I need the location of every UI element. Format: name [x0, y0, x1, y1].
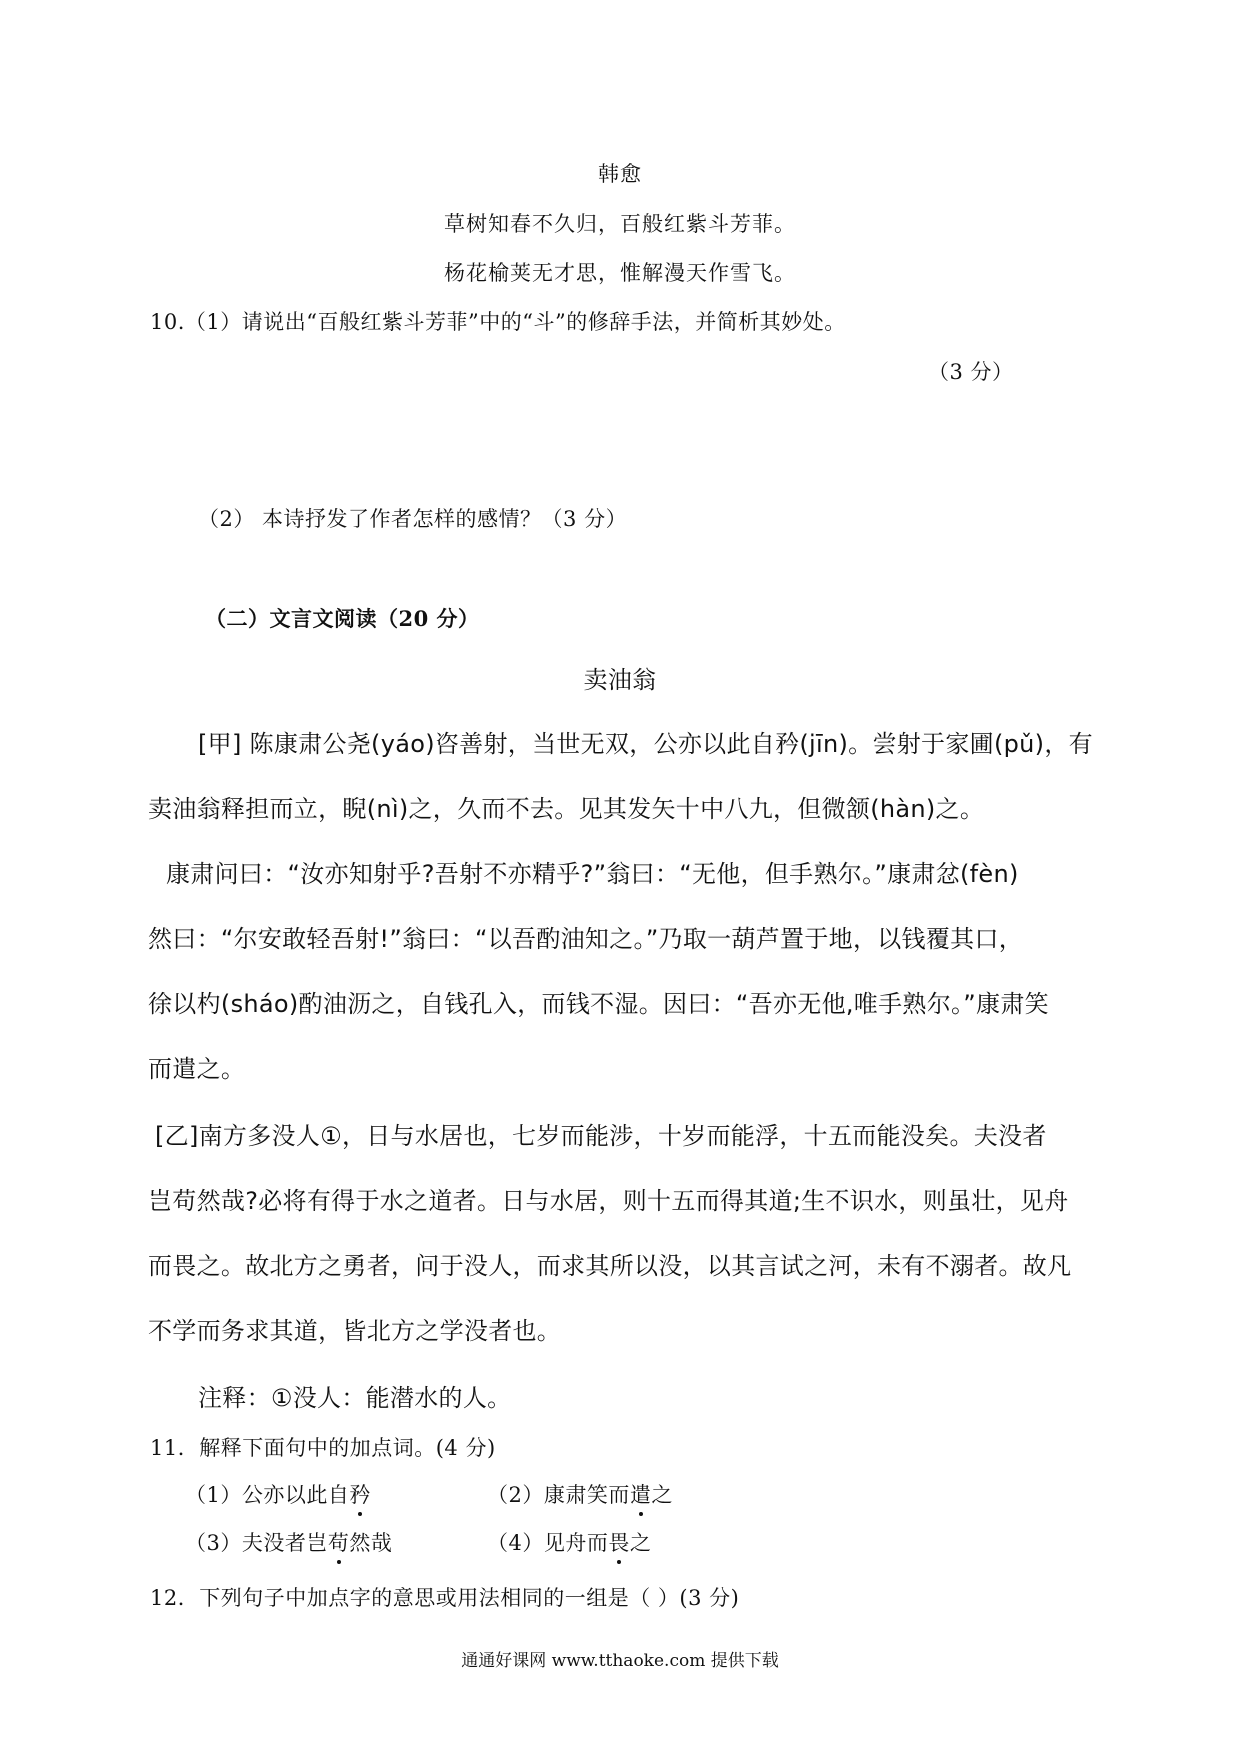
passage-title: 卖油翁	[583, 666, 657, 694]
poem-line-2: 杨花榆荚无才思，惟解漫天作雪飞。	[444, 261, 796, 285]
question-11-item-2: （2）康肃笑而遣之	[487, 1479, 673, 1509]
passage-b-line: [乙]南方多没人①，日与水居也，七岁而能涉，十岁而能浮，十五而能没矣。夫没者	[155, 1122, 1047, 1150]
passage-a-line: 康肃问曰：“汝亦知射乎?吾射不亦精乎?”翁曰：“无他，但手熟尔。”康肃忿(fèn)	[166, 860, 1019, 888]
question-11-stem: 11．解释下面句中的加点词。(4 分)	[150, 1436, 496, 1460]
dotted-word: 遣	[630, 1479, 652, 1509]
passage-a-line: 卖油翁释担而立，睨(nì)之，久而不去。见其发矢十中八九，但微颔(hàn)之。	[148, 795, 985, 823]
passage-b-note: 注释：①没人：能潜水的人。	[198, 1384, 512, 1412]
poem-line-1: 草树知春不久归，百般红紫斗芳菲。	[444, 212, 796, 236]
question-11-item-1: （1）公亦以此自矜	[185, 1479, 371, 1509]
dotted-word: 苟	[328, 1527, 350, 1557]
passage-a-line: 徐以杓(sháo)酌油沥之，自钱孔入，而钱不湿。因曰：“吾亦无他,唯手熟尔。”康肃笑	[148, 990, 1049, 1018]
passage-a-line: 而遣之。	[148, 1055, 246, 1083]
question-10-part-1-score: （3 分）	[928, 360, 1014, 384]
footer-text: 通通好课网 www.tthaoke.com 提供下载	[461, 1651, 779, 1671]
passage-b-line: 岂苟然哉?必将有得于水之道者。日与水居，则十五而得其道;生不识水，则虽壮，见舟	[148, 1187, 1069, 1215]
passage-a-line: 然曰：“尔安敢轻吾射!”翁曰：“以吾酌油知之。”乃取一葫芦置于地，以钱覆其口，	[148, 925, 1024, 953]
question-12-stem: 12．下列句子中加点字的意思或用法相同的一组是（ ）(3 分)	[150, 1586, 740, 1610]
question-10-part-1: 10.（1）请说出“百般红紫斗芳菲”中的“斗”的修辞手法，并简析其妙处。	[150, 310, 846, 334]
question-11-item-3: （3）夫没者岂苟然哉	[185, 1527, 392, 1557]
question-10-part-2: （2） 本诗抒发了作者怎样的感情？（3 分）	[198, 507, 628, 531]
section-heading: （二）文言文阅读（20 分）	[205, 606, 480, 631]
passage-a-line: [甲] 陈康肃公尧(yáo)咨善射，当世无双，公亦以此自矜(jīn)。尝射于家圃(pǔ)，有	[198, 730, 1093, 758]
passage-b-line: 不学而务求其道，皆北方之学没者也。	[148, 1317, 562, 1345]
poem-author: 韩愈	[598, 162, 642, 186]
question-11-item-4: （4）见舟而畏之	[487, 1527, 651, 1557]
dotted-word: 矜	[349, 1479, 371, 1509]
dotted-word: 畏	[608, 1527, 630, 1557]
passage-b-line: 而畏之。故北方之勇者，问于没人，而求其所以没，以其言试之河，未有不溺者。故凡	[148, 1252, 1072, 1280]
